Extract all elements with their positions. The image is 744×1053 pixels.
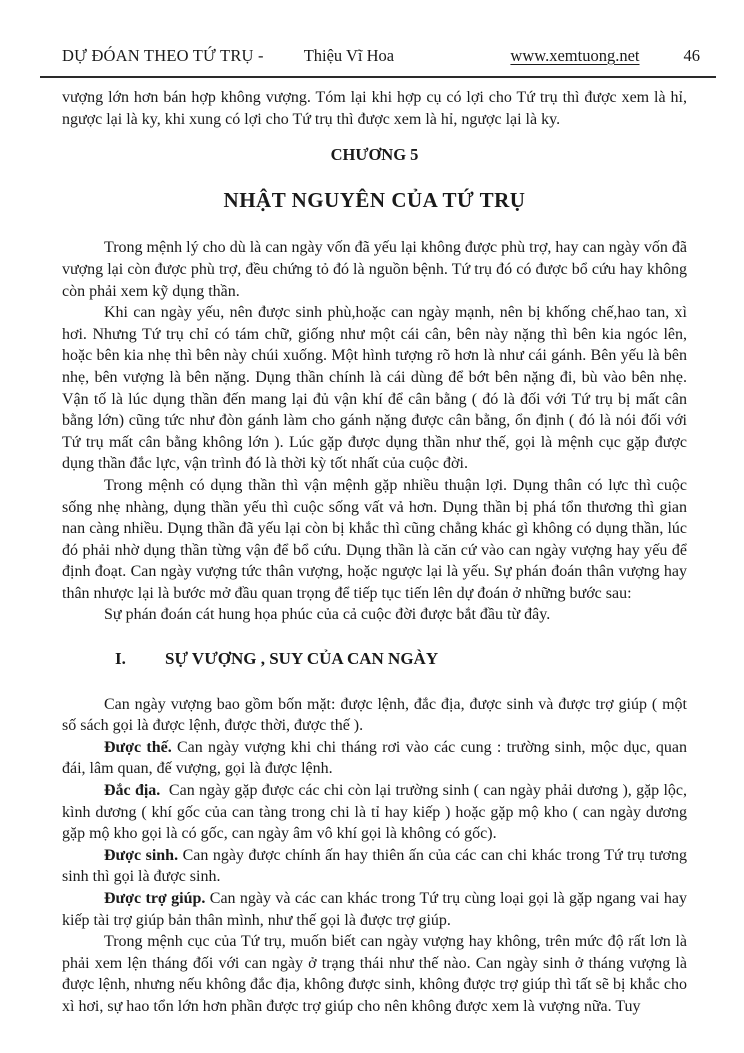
definition-paragraph [62, 888, 687, 931]
paragraph: Khi can ngày yếu, nên được sinh phù,hoặc can ngày mạnh, nên bị khống chế,hao tan, xì hơi. Nhưng Tứ trụ chỉ có tám chữ, giống như một cái cân, bên này nặng thì bên kia ngóc lên, hoặc bên kia nhẹ thì bên này chúi xuống. Một hình tượng rõ hơn là như cái gánh. Bên yếu là bên nhẹ, bên vượng là bên nặng. Dụng thần chính là cái dùng để bớt bên nặng đi, bù vào bên nhẹ. Vận tố là lúc dụng thần đến mang lại đủ vận khí để cân bằng ( đó là đối với Tứ trụ bị mất cân bằng lớn) cũng tức như đòn gánh làm cho gánh nặng được cân bằng, ổn định ( đó là nói đối với Tứ trụ mất cân bằng không lớn ). Lúc gặp được dụng thần như thế, gọi là mệnh cục gặp được dụng thần đắc lực, vận trình đó là thời kỳ tốt nhất của cuộc đời. [62, 304, 687, 473]
page-number: 46 [683, 46, 700, 65]
page-body [0, 78, 744, 1018]
author-name: Thiệu Vĩ Hoa [303, 46, 395, 65]
definition-text: Can ngày và các can khác trong Tứ trụ cùng loại gọi là gặp ngang vai hay kiếp tài trợ giúp bản thân mình, như thế gọi là được trợ giúp. [62, 890, 688, 929]
definition-text: Can ngày được chính ấn hay thiên ấn của các can chi khác trong Tứ trụ tương sinh thì gọi là được sinh. [62, 846, 687, 886]
chapter-label: CHƯƠNG 5 [330, 145, 419, 165]
definition-paragraph [62, 737, 687, 780]
paragraph: Trong mệnh lý cho dù là can ngày vốn đã yếu lại không được phù trợ, hay can ngày vốn đã vượng lại còn được phù trợ, đều chứng tỏ đó là nguồn bệnh. Tứ trụ đó có được bổ cứu hay không còn phải xem kỹ dụng thần. [62, 239, 687, 300]
definition-term: Được thế. [104, 738, 172, 756]
definition-term: Được trợ giúp. [104, 890, 206, 907]
paragraph: Can ngày vượng bao gồm bốn mặt: được lệnh, đắc địa, được sinh và được trợ giúp ( một số sách gọi là được lệnh, được thời, được thế ). [62, 695, 687, 735]
book-title: DỰ ĐÓAN THEO TỨ TRỤ - [62, 46, 264, 65]
definition-term: Được sinh. [104, 846, 179, 864]
definition-term: Đắc địa. [104, 782, 161, 800]
chapter-title: NHẬT NGUYÊN CỦA TỨ TRỤ [223, 187, 526, 212]
definition-paragraph [62, 780, 687, 845]
paragraph-closing: Trong mệnh cục của Tứ trụ, muốn biết can ngày vượng hay không, trên mức độ rất lơn là phải xem lện tháng đối với can ngày ở trạng thái như thế nào. Can ngày sinh ở tháng vượng là được lệnh, nhưng nếu không đắc địa, không được sinh, không được trợ giúp thì tất sẽ bị khắc cho xì hơi, sự hao tổn lớn hơn phần được trợ giúp cho nên không được xem là vượng nữa. Tuy [62, 933, 687, 1015]
page-header [0, 0, 744, 66]
definition-text: Can ngày gặp được các chi còn lại trường sinh ( can ngày phải dương ), gặp lộc, kình dương ( khí gốc của can tàng trong chi là tỉ hay kiếp ) hoặc gặp mộ kho ( can ngày dương gặp mộ kho gọi là có gốc, can ngày âm vô khí gọi là không có gốc). [62, 782, 688, 843]
website-link[interactable]: www.xemtuong.net [510, 46, 640, 65]
definition-text: Can ngày vượng khi chi tháng rơi vào các cung : trường sinh, mộc dục, quan đái, lâm quan, đế vượng, gọi là được lệnh. [62, 738, 688, 778]
paragraph-continuation: vượng lớn hơn bán hợp không vượng. Tóm lại khi hợp cụ có lợi cho Tứ trụ thì được xem là hỉ, ngược lại là ky, khi xung có lợi cho Tứ trụ thì được xem là hỉ, ngược lại là ky. [62, 89, 687, 128]
paragraph: Sự phán đoán cát hung họa phúc của cả cuộc đời được bắt đầu từ đây. [104, 606, 551, 624]
paragraph: Trong mệnh có dụng thần thì vận mệnh gặp nhiều thuận lợi. Dụng thân có lực thì cuộc sống nhẹ nhàng, dụng thần yếu thì cuộc sống vất vả hơn. Dụng thần bị phá tổn thương thì gian nan càng nhiều. Dụng thần đã yếu lại còn bị khắc thì cũng chẳng khác gì không có dụng thần, lúc đó phải nhờ dụng thần từng vận để bổ cứu. Dụng thần là căn cứ vào can ngày vượng hay yếu để định đoạt. Can ngày vượng tức thân vượng, hoặc ngược lại là yếu. Sự phán đoán thân vượng hay thân nhược lại là bước mở đầu quan trọng để tiếp tục tiến lên dự đoán ở những bước sau: [62, 476, 687, 602]
section-title: SỰ VƯỢNG , SUY CỦA CAN NGÀY [165, 649, 439, 669]
section-heading [115, 648, 687, 670]
definition-paragraph [62, 845, 687, 888]
section-numeral: I. [115, 649, 126, 669]
